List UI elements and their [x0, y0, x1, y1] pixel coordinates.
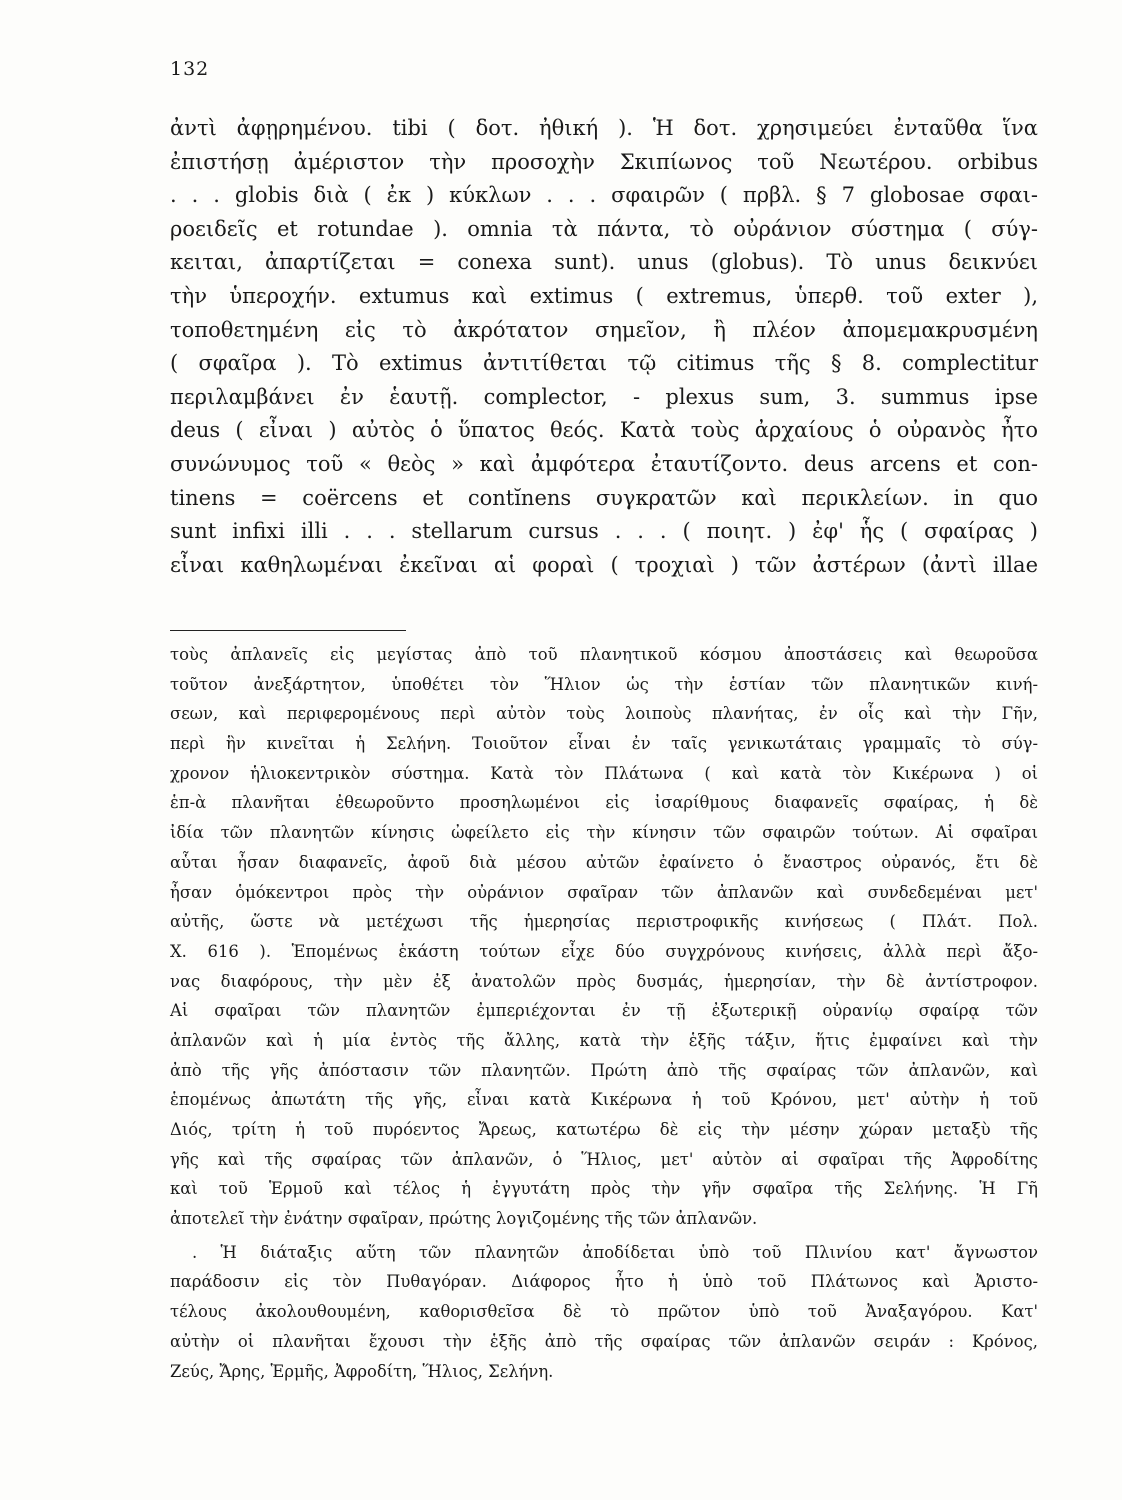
footnote-line: Διός, τρίτη ἡ τοῦ πυρόεντος Ἄρεως, κατωτέρω δὲ εἰς τὴν μέσην χώραν μεταξὺ τῆς — [170, 1120, 1038, 1139]
footnote-line: νας διαφόρους, τὴν μὲν ἐξ ἀνατολῶν πρὸς δυσμάς, ἡμερησίαν, τὴν δὲ ἀντίστροφον. — [170, 971, 1038, 991]
footnote-line: τέλους ἀκολουθουμένη, καθορισθεῖσα δὲ τὸ πρῶτον ὑπὸ τοῦ Ἀναξαγόρου. Κατ' — [170, 1302, 1038, 1322]
footnote-separator — [170, 630, 406, 631]
footnote-line: ἀπλανῶν καὶ ἡ μία ἐντὸς τῆς ἄλλης, κατὰ τὴν ἑξῆς τάξιν, ἥτις ἐμφαίνει καὶ τὴν — [170, 1030, 1038, 1050]
text-line: συνώνυμος τοῦ « θεὸς » καὶ ἀμφότερα ἐταυτίζοντο. deus arcens et con- — [170, 451, 1038, 476]
footnote-line: γῆς καὶ τῆς σφαίρας τῶν ἀπλανῶν, ὁ Ἥλιος, μετ' αὐτὸν αἱ σφαῖραι τῆς Ἀφροδίτης — [170, 1149, 1038, 1169]
footnote-line: χρονον ἡλιοκεντρικὸν σύστημα. Κατὰ τὸν Πλάτωνα ( καὶ κατὰ τὸν Κικέρωνα ) οἱ — [170, 763, 1038, 783]
footnote-line: καὶ τοῦ Ἑρμοῦ καὶ τέλος ἡ ἐγγυτάτη πρὸς τὴν γῆν σφαῖρα τῆς Σελήνης. Ἡ Γῆ — [170, 1179, 1038, 1199]
footnote-line: ἀποτελεῖ τὴν ἐνάτην σφαῖραν, πρώτης λογιζομένης τῆς τῶν ἀπλανῶν. — [170, 1209, 758, 1229]
footnote-line: αὐτὴν οἱ πλανῆται ἔχουσι τὴν ἑξῆς ἀπὸ τῆς σφαίρας τῶν ἀπλανῶν σειράν : Κρόνος, — [170, 1331, 1038, 1351]
footnote-line: παράδοσιν εἰς τὸν Πυθαγόραν. Διάφορος ἦτο ἡ ὑπὸ τοῦ Πλάτωνος καὶ Ἀριστο- — [170, 1272, 1038, 1292]
footnote-line: Ζεύς, Ἄρης, Ἑρμῆς, Ἀφροδίτη, Ἥλιος, Σελήνη. — [170, 1361, 554, 1381]
footnote-line: ἦσαν ὁμόκεντροι πρὸς τὴν οὐράνιον σφαῖραν τῶν ἀπλανῶν καὶ συνδεδεμέναι μετ' — [170, 882, 1038, 902]
text-line: ροειδεῖς et rotundae ). omnia τὰ πάντα, τὸ οὐράνιον σύστημα ( σύγ- — [170, 216, 1038, 241]
footnote-line: ἀπὸ τῆς γῆς ἀπόστασιν τῶν πλανητῶν. Πρώτη ἀπὸ τῆς σφαίρας τῶν ἀπλανῶν, καὶ — [170, 1060, 1038, 1080]
footnote-line: ἑπομένως ἀπωτάτη τῆς γῆς, εἶναι κατὰ Κικέρωνα ἡ τοῦ Κρόνου, μετ' αὐτὴν ἡ τοῦ — [170, 1090, 1038, 1110]
footnote-line: ἰδία τῶν πλανητῶν κίνησις ὠφείλετο εἰς τὴν κίνησιν τῶν σφαιρῶν τούτων. Αἱ σφαῖραι — [170, 823, 1038, 843]
text-line: tinens = coërcens et contĭnens συγκρατῶν καὶ περικλείων. in quo — [170, 485, 1038, 510]
footnote-line: σεων, καὶ περιφερομένους περὶ αὐτὸν τοὺς λοιποὺς πλανήτας, ἐν οἷς καὶ τὴν Γῆν, — [170, 704, 1038, 724]
footnotes — [170, 640, 1038, 1386]
text-line: deus ( εἶναι ) αὐτὸς ὁ ὕπατος θεός. Κατὰ τοὺς ἀρχαίους ὁ οὐρανὸς ἦτο — [170, 418, 1038, 443]
footnote-line: αὐτῆς, ὥστε νὰ μετέχωσι τῆς ἡμερησίας περιστροφικῆς κινήσεως ( Πλάτ. Πολ. — [170, 912, 1038, 932]
footnote-line: περὶ ἣν κινεῖται ἡ Σελήνη. Τοιοῦτον εἶναι ἐν ταῖς γενικωτάταις γραμμαῖς τὸ σύγ- — [170, 734, 1038, 754]
text-line: τὴν ὑπεροχήν. extumus καὶ extimus ( extremus, ὑπερθ. τοῦ exter ), — [170, 283, 1038, 308]
text-line: κειται, ἀπαρτίζεται = conexa sunt). unus (globus). Τὸ unus δεικνύει — [170, 250, 1038, 275]
text-line: τοποθετημένη εἰς τὸ ἀκρότατον σημεῖον, ἢ πλέον ἀπομεμακρυσμένη — [170, 317, 1038, 342]
text-line: εἶναι καθηλωμέναι ἐκεῖναι αἱ φοραὶ ( τροχιαὶ ) τῶν ἀστέρων (ἀντὶ illae — [170, 552, 1038, 577]
footnote-line: τοὺς ἀπλανεῖς εἰς μεγίστας ἀπὸ τοῦ πλανητικοῦ κόσμου ἀποστάσεις καὶ θεωροῦσα — [170, 645, 1038, 664]
text-line: ( σφαῖρα ). Τὸ extimus ἀντιτίθεται τῷ citimus τῆς § 8. complectitur — [170, 351, 1038, 376]
page-number: 132 — [170, 58, 210, 80]
footnote-line: . Ἡ διάταξις αὕτη τῶν πλανητῶν ἀποδίδεται ὑπὸ τοῦ Πλινίου κατ' ἄγνωστον — [192, 1242, 1038, 1262]
text-line: ἀντὶ ἀφῃρημένου. tibi ( δοτ. ἠθική ). Ἡ δοτ. χρησιμεύει ἐνταῦθα ἵνα — [170, 116, 1038, 140]
text-line: περιλαμβάνει ἐν ἑαυτῇ. complector, - plexus sum, 3. summus ipse — [170, 384, 1038, 409]
text-line: sunt infixi illi . . . stellarum cursus . . . ( ποιητ. ) ἐφ' ἧς ( σφαίρας ) — [170, 519, 1038, 544]
main-text — [170, 112, 1038, 582]
text-line: ἐπιστήσῃ ἀμέριστον τὴν προσοχὴν Σκιπίωνος τοῦ Νεωτέρου. orbibus — [170, 149, 1038, 174]
footnote-line: ἑπ-ὰ πλανῆται ἐθεωροῦντο προσηλωμένοι εἰς ἰσαρίθμους διαφανεῖς σφαίρας, ἡ δὲ — [170, 793, 1038, 813]
footnote-line: Αἱ σφαῖραι τῶν πλανητῶν ἐμπεριέχονται ἐν τῇ ἐξωτερικῇ οὐρανίῳ σφαίρᾳ τῶν — [170, 1001, 1038, 1021]
text-line: . . . globis διὰ ( ἐκ ) κύκλων . . . σφαιρῶν ( πρβλ. § 7 globosae σφαι- — [170, 183, 1038, 208]
footnote-line: Χ. 616 ). Ἑπομένως ἑκάστη τούτων εἶχε δύο συγχρόνους κινήσεις, ἀλλὰ περὶ ἄξο- — [170, 941, 1038, 961]
footnote-line: αὗται ἦσαν διαφανεῖς, ἀφοῦ διὰ μέσου αὐτῶν ἐφαίνετο ὁ ἔναστρος οὐρανός, ἔτι δὲ — [170, 852, 1038, 872]
footnote-line: τοῦτον ἀνεξάρτητον, ὑποθέτει τὸν Ἥλιον ὡς τὴν ἑστίαν τῶν πλανητικῶν κινή- — [170, 674, 1038, 694]
